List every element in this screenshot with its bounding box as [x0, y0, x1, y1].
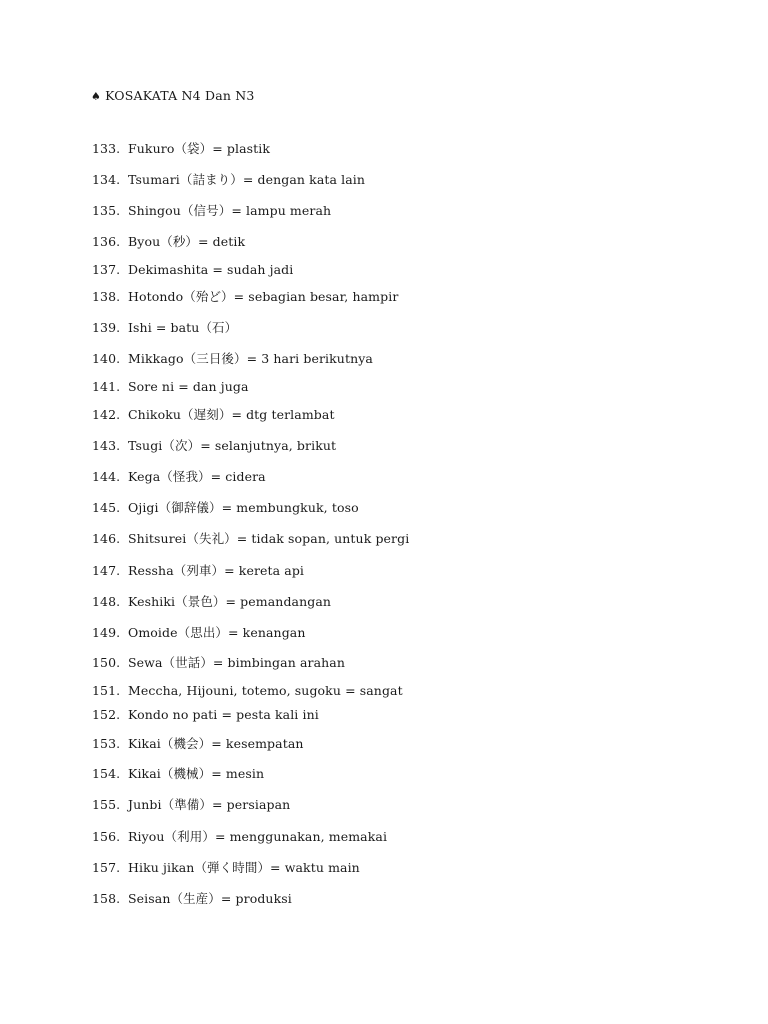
item-text: Byou（秒）= detik: [128, 234, 246, 249]
list-item: [92, 141, 270, 157]
item-text: Dekimashita = sudah jadi: [128, 262, 294, 277]
item-text: Shingou（信号）= lampu merah: [128, 203, 332, 218]
item-text: Kondo no pati = pesta kali ini: [128, 707, 319, 722]
item-number: 133.: [92, 141, 121, 156]
spade-icon: ♠: [91, 90, 102, 103]
list-item: [92, 860, 360, 876]
list-item: [92, 500, 359, 516]
list-item: [92, 351, 373, 367]
list-item: [92, 172, 365, 188]
item-text: Riyou（利用）= menggunakan, memakai: [128, 829, 388, 844]
item-text: Tsugi（次）= selanjutnya, brikut: [128, 438, 337, 453]
list-item: [92, 203, 331, 219]
item-text: Shitsurei（失礼）= tidak sopan, untuk pergi: [128, 531, 410, 546]
item-number: 144.: [92, 469, 121, 484]
item-number: 148.: [92, 594, 121, 609]
list-item: [92, 683, 403, 699]
item-number: 142.: [92, 407, 121, 422]
item-text: Meccha, Hijouni, totemo, sugoku = sangat: [128, 683, 403, 698]
list-item: [92, 262, 293, 278]
item-number: 141.: [92, 379, 121, 394]
item-number: 137.: [92, 262, 121, 277]
heading-text: KOSAKATA N4 Dan N3: [105, 88, 255, 103]
list-item: [92, 234, 245, 250]
item-text: Ishi = batu（石）: [128, 320, 238, 335]
item-number: 153.: [92, 736, 121, 751]
list-item: [92, 655, 345, 671]
item-text: Keshiki（景色）= pemandangan: [128, 594, 332, 609]
item-text: Sewa（世話）= bimbingan arahan: [128, 655, 345, 670]
item-number: 140.: [92, 351, 121, 366]
item-number: 156.: [92, 829, 121, 844]
list-item: [92, 289, 398, 305]
item-text: Sore ni = dan juga: [128, 379, 249, 394]
item-number: 139.: [92, 320, 121, 335]
list-item: [92, 594, 331, 610]
item-number: 147.: [92, 563, 121, 578]
item-text: Hiku jikan（弾く時間）= waktu main: [128, 860, 360, 875]
list-item: [92, 563, 304, 579]
item-text: Hotondo（殆ど）= sebagian besar, hampir: [128, 289, 399, 304]
list-item: [92, 829, 387, 845]
list-item: [92, 707, 319, 723]
list-item: [92, 379, 249, 395]
item-number: 138.: [92, 289, 121, 304]
item-number: 143.: [92, 438, 121, 453]
item-text: Omoide（思出）= kenangan: [128, 625, 306, 640]
item-number: 157.: [92, 860, 121, 875]
item-text: Fukuro（袋）= plastik: [128, 141, 271, 156]
item-text: Junbi（準備）= persiapan: [128, 797, 291, 812]
list-item: [92, 625, 306, 641]
item-number: 151.: [92, 683, 121, 698]
item-number: 134.: [92, 172, 121, 187]
item-text: Ojigi（御辞儀）= membungkuk, toso: [128, 500, 359, 515]
list-item: [92, 531, 409, 547]
list-item: [92, 469, 266, 485]
item-number: 135.: [92, 203, 121, 218]
item-number: 145.: [92, 500, 121, 515]
list-item: [92, 891, 292, 907]
item-text: Ressha（列車）= kereta api: [128, 563, 305, 578]
item-number: 154.: [92, 766, 121, 781]
item-text: Chikoku（遅刻）= dtg terlambat: [128, 407, 335, 422]
item-text: Kikai（機会）= kesempatan: [128, 736, 304, 751]
item-number: 155.: [92, 797, 121, 812]
list-item: [92, 407, 335, 423]
item-number: 149.: [92, 625, 121, 640]
list-item: [92, 438, 336, 454]
item-number: 150.: [92, 655, 121, 670]
list-item: [92, 736, 304, 752]
item-text: Tsumari（詰まり）= dengan kata lain: [128, 172, 366, 187]
list-item: [92, 797, 290, 813]
page-title: [91, 88, 255, 103]
item-number: 136.: [92, 234, 121, 249]
item-text: Kega（怪我）= cidera: [128, 469, 266, 484]
list-item: [92, 320, 237, 336]
list-item: [92, 766, 264, 782]
item-text: Kikai（機械）= mesin: [128, 766, 265, 781]
item-number: 146.: [92, 531, 121, 546]
item-number: 158.: [92, 891, 121, 906]
item-number: 152.: [92, 707, 121, 722]
item-text: Mikkago（三日後）= 3 hari berikutnya: [128, 351, 373, 366]
item-text: Seisan（生産）= produksi: [128, 891, 292, 906]
